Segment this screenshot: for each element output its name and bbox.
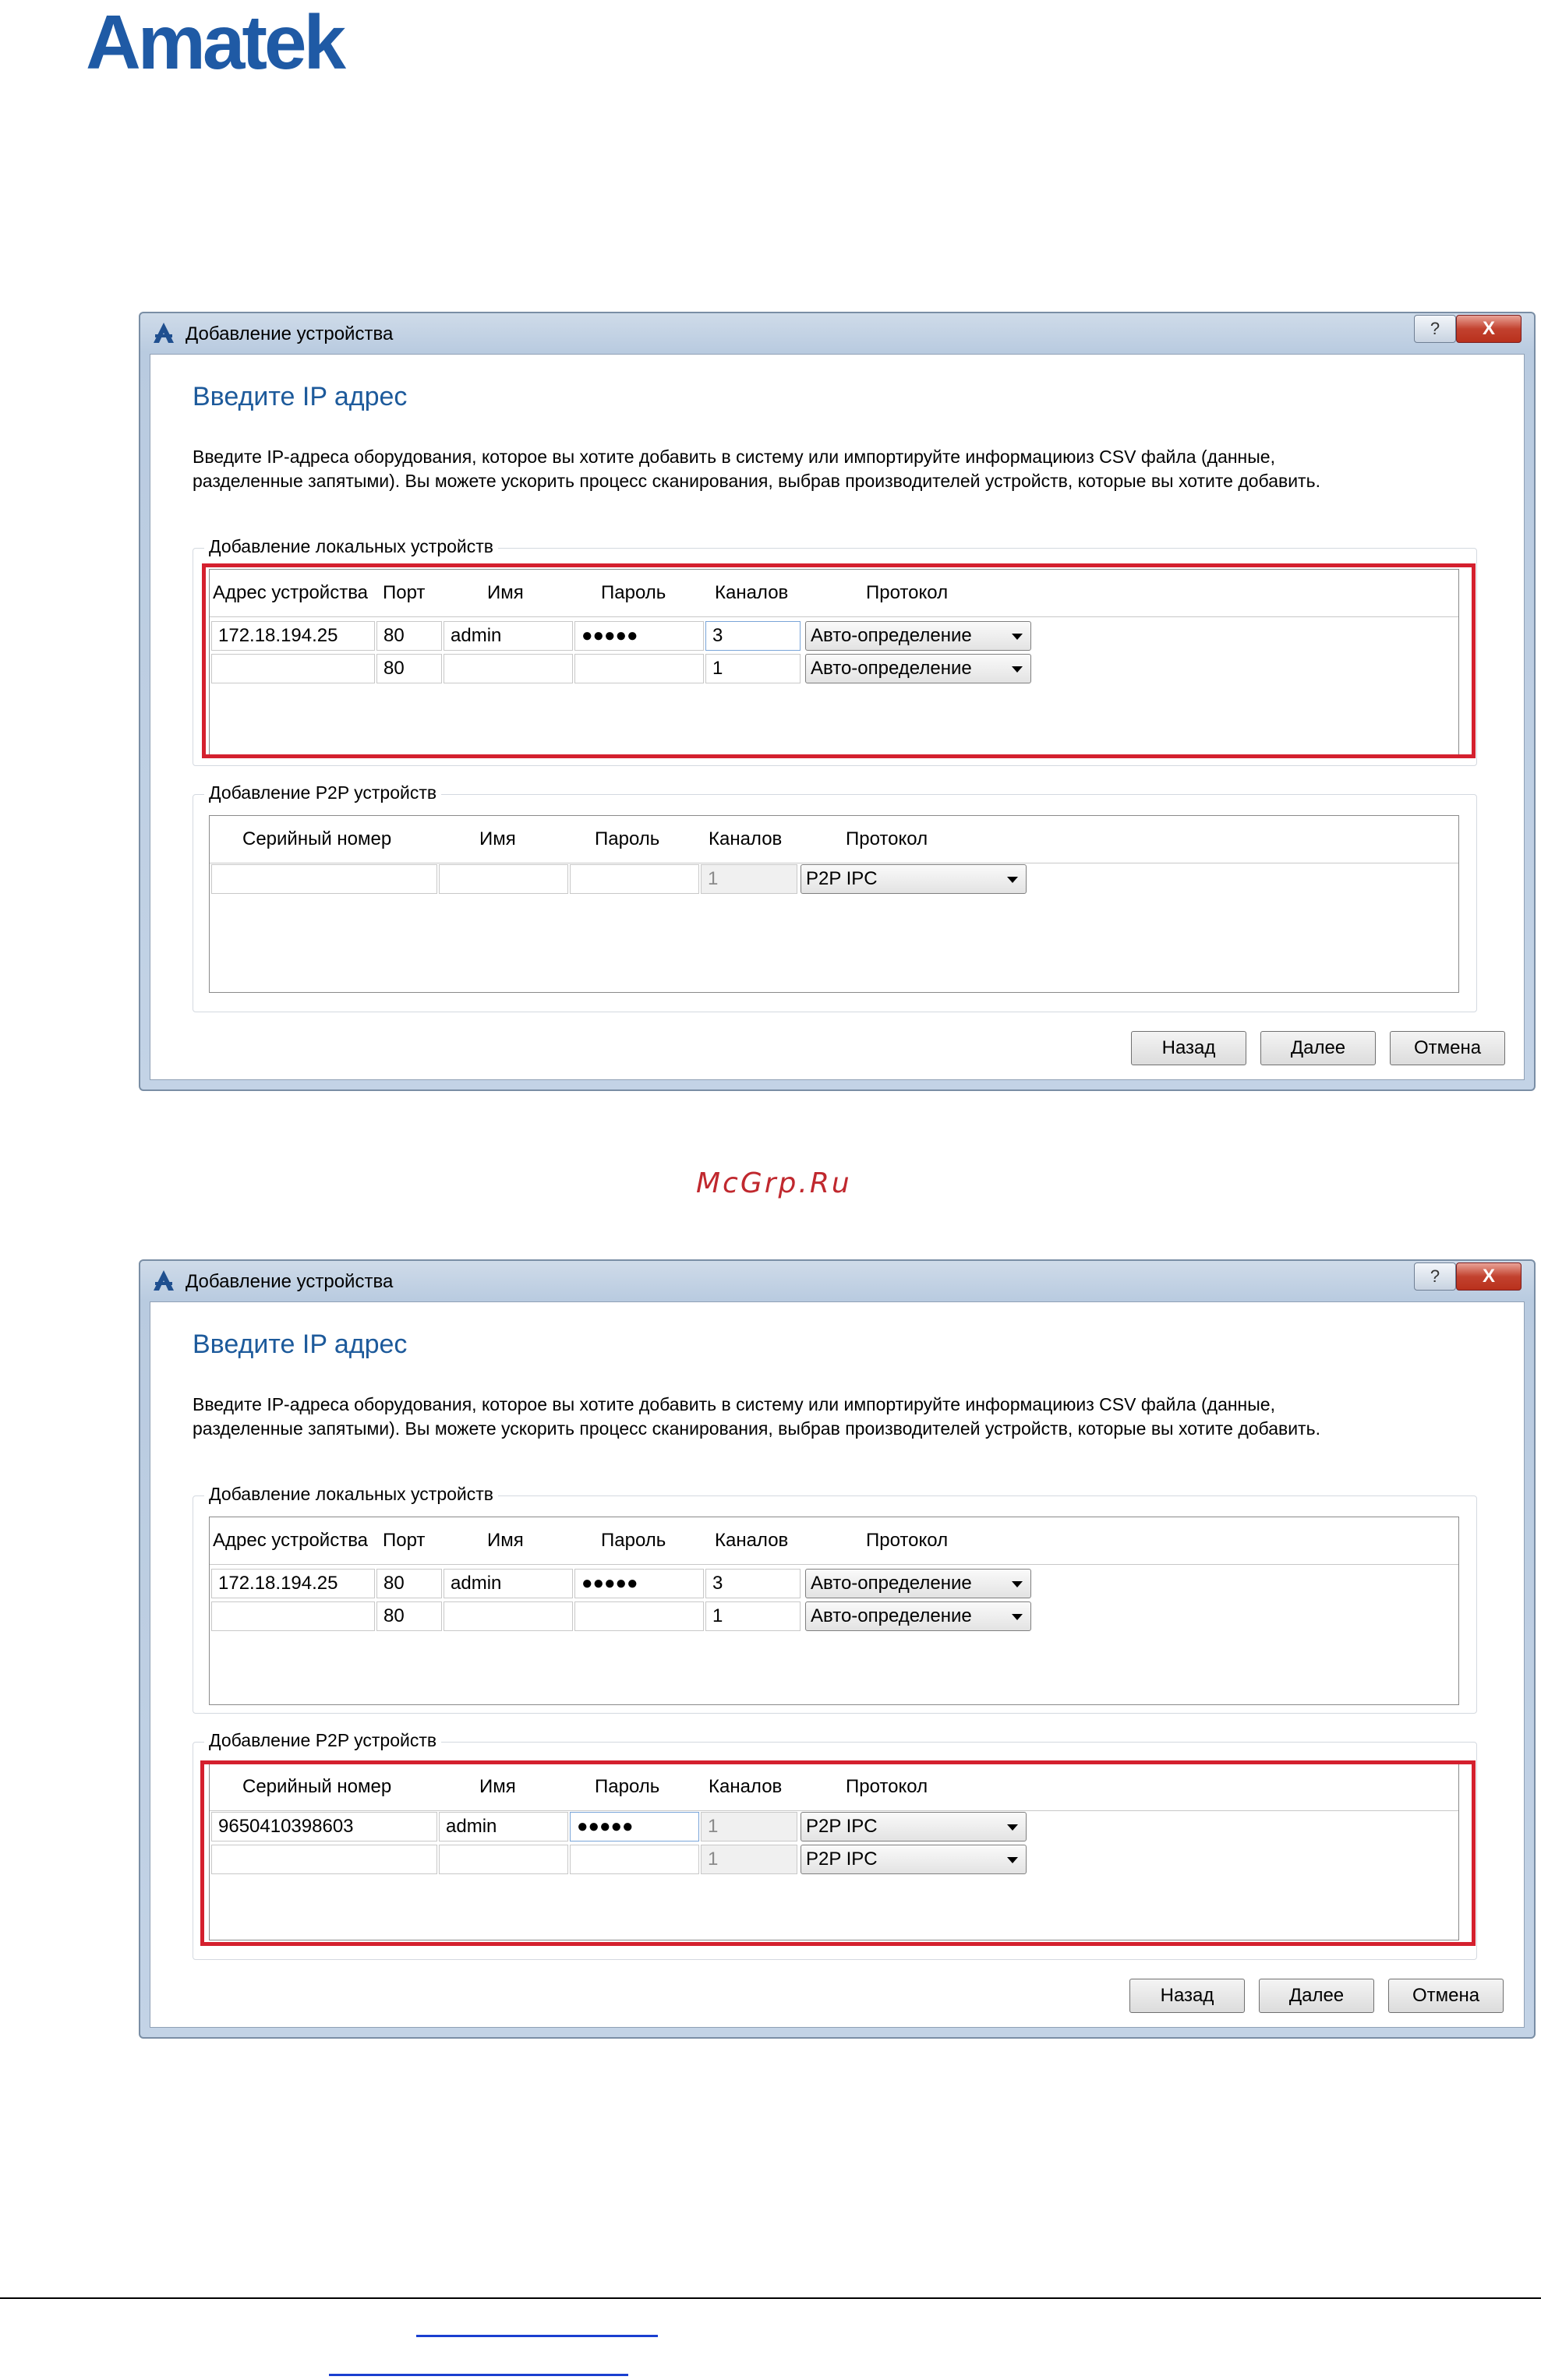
footer-divider (0, 2297, 1541, 2299)
group-label: Добавление локальных устройств (204, 536, 498, 557)
password-input[interactable]: ●●●●● (574, 621, 704, 651)
page-title: Введите IP адрес (193, 382, 408, 411)
col-channels: Каналов (709, 1776, 783, 1797)
close-button[interactable]: X (1456, 315, 1522, 343)
p2p-devices-table (209, 815, 1459, 993)
col-address: Адрес устройства (213, 1530, 369, 1551)
col-serial: Серийный номер (242, 828, 392, 849)
cancel-button[interactable]: Отмена (1390, 1031, 1505, 1065)
window-title: Добавление устройства (186, 323, 394, 344)
window-title: Добавление устройства (186, 1271, 394, 1292)
description-line: Введите IP-адреса оборудования, которое вы хотите добавить в систему или импортируйте информациюиз CSV файла (данные, (193, 447, 1275, 467)
cancel-button[interactable]: Отмена (1388, 1979, 1504, 2013)
help-button[interactable]: ? (1414, 1262, 1456, 1291)
description (193, 445, 1320, 493)
local-devices-table (209, 1517, 1459, 1705)
col-port: Порт (383, 1530, 426, 1551)
protocol-value: P2P IPC (806, 1816, 878, 1837)
col-name: Имя (479, 828, 516, 849)
col-protocol: Протокол (846, 1776, 928, 1797)
watermark: McGrp.Ru (696, 1167, 852, 1199)
next-button[interactable]: Далее (1260, 1031, 1376, 1065)
protocol-select[interactable] (801, 864, 1027, 894)
protocol-select[interactable] (805, 1601, 1031, 1631)
back-button[interactable]: Назад (1129, 1979, 1245, 2013)
back-button[interactable]: Назад (1131, 1031, 1246, 1065)
channels-input[interactable]: 3 (705, 621, 801, 651)
titlebar (140, 313, 1534, 354)
footer-link[interactable] (329, 2374, 628, 2376)
serial-input[interactable] (211, 864, 437, 894)
description-line: разделенные запятыми). Вы можете ускорить процесс сканирования, выбрав производителей устройств, которые вы хотите добавить. (193, 1418, 1320, 1439)
name-input[interactable]: admin (444, 621, 573, 651)
col-password: Пароль (601, 582, 666, 603)
protocol-value: Авто-определение (811, 1573, 972, 1594)
help-button[interactable]: ? (1414, 315, 1456, 343)
app-logo-icon (152, 321, 175, 344)
protocol-select[interactable] (805, 1569, 1031, 1598)
titlebar (140, 1261, 1534, 1301)
port-input[interactable]: 80 (376, 1601, 442, 1631)
port-input[interactable]: 80 (376, 1569, 442, 1598)
protocol-value: Авто-определение (811, 1605, 972, 1626)
name-input[interactable] (439, 864, 568, 894)
next-button[interactable]: Далее (1259, 1979, 1374, 2013)
dropdown-arrow-icon (1007, 877, 1018, 883)
col-serial: Серийный номер (242, 1776, 392, 1797)
amatek-logo: Amatek (86, 0, 344, 85)
table-header (210, 1517, 1458, 1565)
description-line: разделенные запятыми). Вы можете ускорить процесс сканирования, выбрав производителей устройств, которые вы хотите добавить. (193, 471, 1320, 491)
serial-input[interactable]: 9650410398603 (211, 1812, 437, 1841)
col-protocol: Протокол (866, 1530, 949, 1551)
group-label: Добавление P2P устройств (204, 782, 441, 803)
channels-input: 1 (701, 1845, 797, 1874)
app-logo-icon (152, 1269, 175, 1292)
dropdown-arrow-icon (1012, 1581, 1023, 1587)
col-channels: Каналов (709, 828, 783, 849)
protocol-value: P2P IPC (806, 1849, 878, 1870)
address-input[interactable] (211, 1601, 375, 1631)
col-password: Пароль (595, 1776, 660, 1797)
name-input[interactable] (444, 1601, 573, 1631)
dropdown-arrow-icon (1012, 1614, 1023, 1620)
port-input[interactable]: 80 (376, 621, 442, 651)
col-name: Имя (479, 1776, 516, 1797)
name-input[interactable]: admin (444, 1569, 573, 1598)
col-address: Адрес устройства (213, 582, 369, 603)
password-input[interactable]: ●●●●● (570, 1812, 699, 1841)
protocol-value: P2P IPC (806, 868, 878, 889)
description (193, 1393, 1320, 1441)
close-button[interactable]: X (1456, 1262, 1522, 1291)
dialog-body (150, 1301, 1525, 2028)
footer-link[interactable] (416, 2335, 658, 2337)
table-header (210, 816, 1458, 863)
name-input[interactable]: admin (439, 1812, 568, 1841)
password-input[interactable] (570, 864, 699, 894)
address-input[interactable]: 172.18.194.25 (211, 621, 375, 651)
col-protocol: Протокол (846, 828, 928, 849)
channels-input[interactable]: 3 (705, 1569, 801, 1598)
col-password: Пароль (601, 1530, 666, 1551)
channels-input: 1 (701, 864, 797, 894)
group-label: Добавление локальных устройств (204, 1484, 498, 1505)
add-device-dialog-1 (139, 312, 1536, 1091)
password-input[interactable]: ●●●●● (574, 1569, 704, 1598)
col-port: Порт (383, 582, 426, 603)
password-input[interactable] (574, 1601, 704, 1631)
col-name: Имя (487, 1530, 524, 1551)
p2p-devices-group (193, 782, 1477, 1012)
dialog-body (150, 354, 1525, 1080)
highlight-frame (202, 563, 1476, 758)
col-name: Имя (487, 582, 524, 603)
add-device-dialog-2 (139, 1259, 1536, 2039)
channels-input: 1 (701, 1812, 797, 1841)
group-label: Добавление P2P устройств (204, 1730, 441, 1751)
channels-input[interactable]: 1 (705, 654, 801, 683)
local-devices-group (193, 1484, 1477, 1714)
port-input[interactable]: 80 (376, 654, 442, 683)
col-channels: Каналов (715, 582, 789, 603)
highlight-frame (200, 1760, 1476, 1946)
protocol-value: Авто-определение (811, 658, 972, 679)
address-input[interactable]: 172.18.194.25 (211, 1569, 375, 1598)
channels-input[interactable]: 1 (705, 1601, 801, 1631)
col-password: Пароль (595, 828, 660, 849)
col-protocol: Протокол (866, 582, 949, 603)
page-title: Введите IP адрес (193, 1329, 408, 1359)
protocol-value: Авто-определение (811, 625, 972, 646)
description-line: Введите IP-адреса оборудования, которое вы хотите добавить в систему или импортируйте информациюиз CSV файла (данные, (193, 1394, 1275, 1414)
col-channels: Каналов (715, 1530, 789, 1551)
